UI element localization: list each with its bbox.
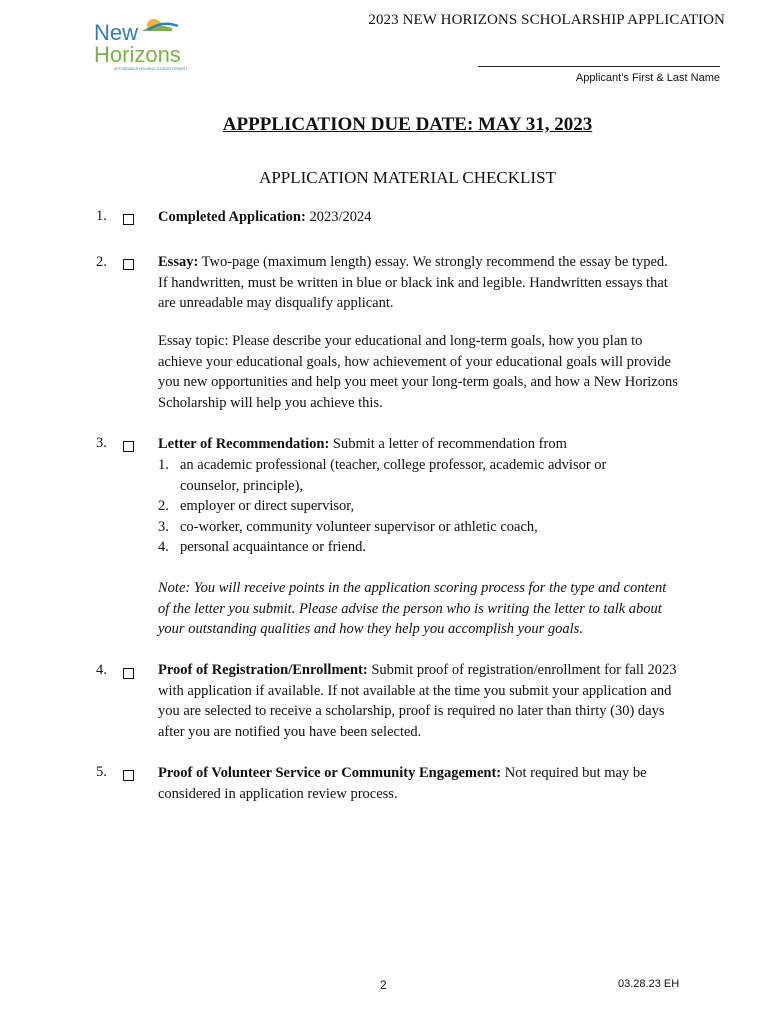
option-item: 4. personal acquaintance or friend. bbox=[158, 539, 366, 556]
option-item: 3. co-worker, community volunteer supervisor or athletic coach, bbox=[158, 518, 538, 535]
essay-topic: Essay topic: Please describe your educational and long-term goals, how you plan to achieve your educational goals, how achievement of your educational goals will provide you new opportunities and help you meet your long-term goals, and how a New Horizons Scholarship will help you achieve this. bbox=[158, 333, 678, 411]
item-1-label: Completed Application: bbox=[158, 209, 306, 225]
item-3-text bbox=[158, 434, 678, 455]
item-3-number: 3. bbox=[96, 435, 107, 451]
due-date-heading: APPPLICATION DUE DATE: MAY 31, 2023 bbox=[222, 114, 593, 135]
item-5-checkbox[interactable] bbox=[123, 770, 134, 781]
applicant-name-line[interactable] bbox=[478, 66, 720, 67]
option-item-continued: counselor, principle), bbox=[180, 477, 304, 494]
recommendation-note: Note: You will receive points in the application scoring process for the type and content of the letter you submit. Please advise the person who is writing the letter to talk about your outstanding qualities and how they help you accomplish your goals. bbox=[158, 580, 667, 638]
logo-line1: New bbox=[94, 20, 139, 45]
item-4-number: 4. bbox=[96, 662, 107, 678]
page-number: 2 bbox=[380, 978, 387, 992]
option-item: 1. an academic professional (teacher, college professor, academic advisor or bbox=[158, 457, 607, 473]
item-3-checkbox[interactable] bbox=[123, 441, 134, 452]
item-4-label: Proof of Registration/Enrollment: bbox=[158, 662, 368, 678]
item-5-text bbox=[158, 763, 678, 804]
item-3-body: Submit a letter of recommendation from bbox=[329, 436, 567, 452]
item-4-checkbox[interactable] bbox=[123, 668, 134, 679]
logo-line2: Horizons bbox=[94, 42, 181, 67]
revision-code: 03.28.23 EH bbox=[618, 978, 680, 990]
item-1-body: 2023/2024 bbox=[305, 209, 372, 225]
item-5-number: 5. bbox=[96, 764, 107, 780]
item-4-body: Submit proof of registration/enrollment for fall 2023 with application if available. If not available at the time you submit your application and you are selected to receive a scholarship, proof is required no later than thirty (30) days after you are notified you have been selected. bbox=[158, 662, 677, 740]
recommendation-options bbox=[158, 455, 678, 558]
new-horizons-logo bbox=[92, 18, 202, 74]
logo-graphic bbox=[92, 18, 202, 74]
item-5-body: Not required but may be considered in application review process. bbox=[158, 765, 647, 802]
application-title: 2023 NEW HORIZONS SCHOLARSHIP APPLICATION bbox=[368, 12, 725, 28]
item-2-text bbox=[158, 252, 678, 314]
item-2-checkbox[interactable] bbox=[123, 259, 134, 270]
item-1-text bbox=[158, 207, 678, 228]
item-1-checkbox[interactable] bbox=[123, 214, 134, 225]
option-item: 2. employer or direct supervisor, bbox=[158, 498, 355, 515]
item-2-label: Essay: bbox=[158, 254, 199, 270]
checklist-title: APPLICATION MATERIAL CHECKLIST bbox=[259, 168, 556, 187]
item-4-text bbox=[158, 660, 678, 742]
item-2-number: 2. bbox=[96, 254, 107, 270]
item-2-body: Two-page (maximum length) essay. We strongly recommend the essay be typed. If handwritten, must be written in blue or black ink and legible. Handwritten essays that are unreadable may disqualify applicant. bbox=[158, 254, 668, 312]
logo-tagline: AFFORDABLE HOUSING & DEVELOPMENT bbox=[114, 67, 188, 71]
item-5-label: Proof of Volunteer Service or Community Engagement: bbox=[158, 765, 502, 781]
item-3-label: Letter of Recommendation: bbox=[158, 436, 330, 452]
applicant-name-label: Applicant’s First & Last Name bbox=[575, 72, 720, 84]
item-1-number: 1. bbox=[96, 208, 107, 224]
